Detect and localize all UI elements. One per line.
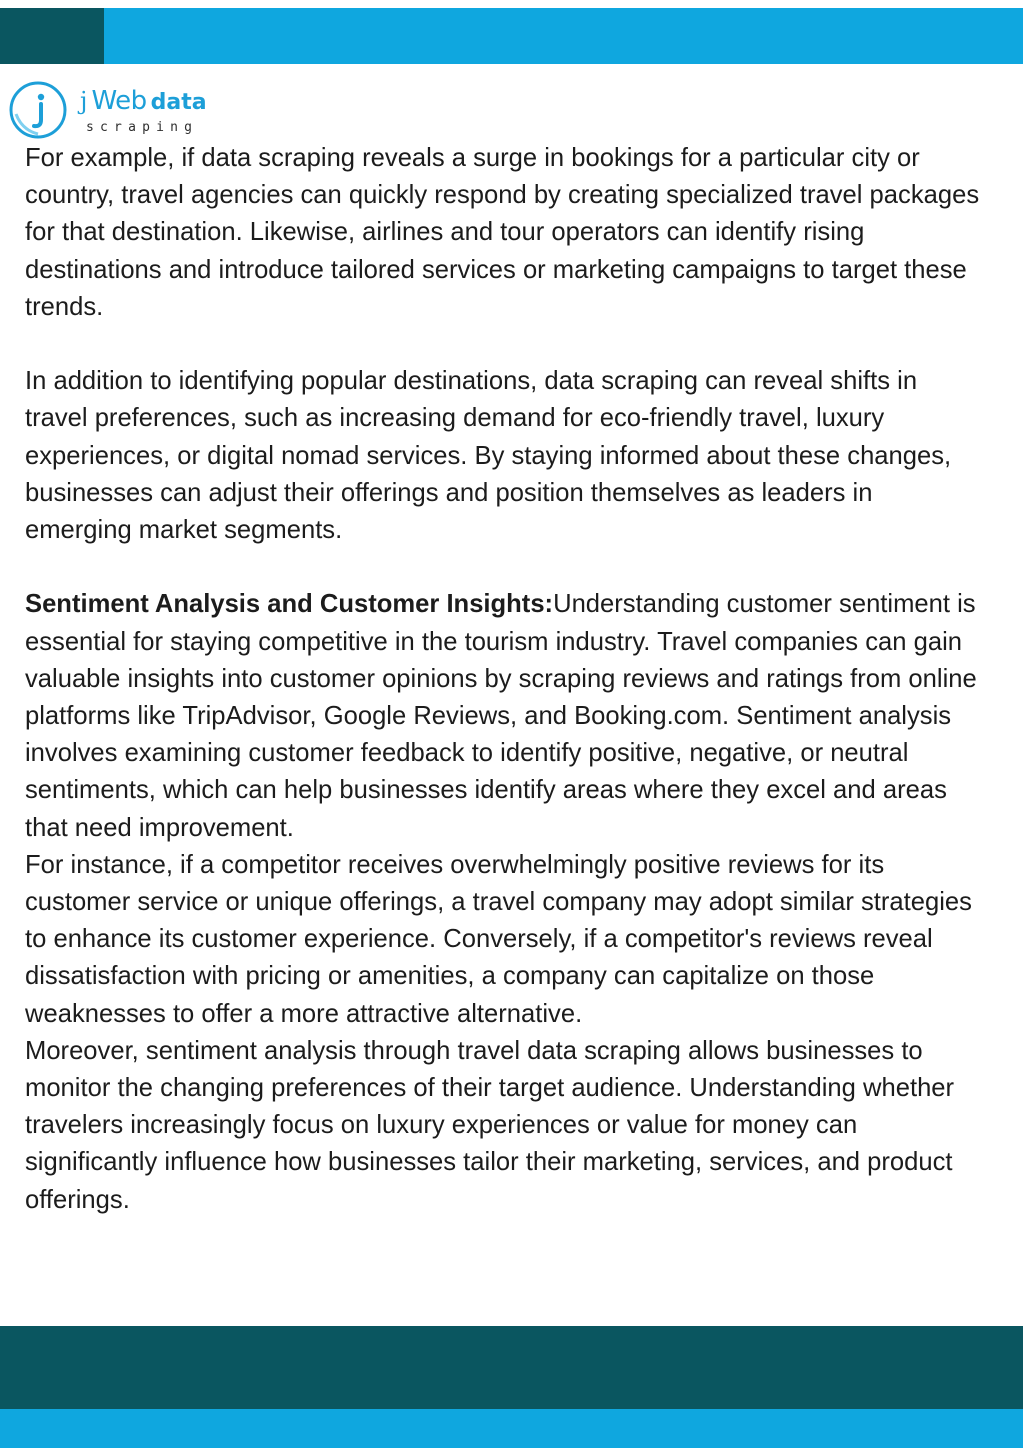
logo-name-first: Web xyxy=(91,86,147,116)
paragraph-gap xyxy=(25,549,985,586)
footer-bar xyxy=(0,1326,1023,1409)
logo-wordmark xyxy=(80,84,207,119)
section-heading: Sentiment Analysis and Customer Insights: xyxy=(25,590,554,619)
header-accent-block xyxy=(0,8,104,64)
logo-name-second: data xyxy=(150,90,207,115)
paragraph-1: For example, if data scraping reveals a surge in bookings for a particular city or country, travel agencies can quickly respond by creating specialized travel packages for that destination. Likewise, airlines and tour operators can identify rising destinations and introduce tailored services or marketing campaigns to target these trends. xyxy=(25,144,980,321)
logo-emblem-icon xyxy=(8,80,68,140)
header-bar xyxy=(0,8,1023,64)
paragraph-2: In addition to identifying popular destinations, data scraping can reveal shifts in travel preferences, such as increasing demand for eco-friendly travel, luxury experiences, or digital nomad services. By staying informed about these changes, businesses can adjust their offerings and position themselves as leaders in emerging market segments. xyxy=(25,367,952,545)
paragraph-3 xyxy=(25,586,985,846)
paragraph-5: Moreover, sentiment analysis through travel data scraping allows businesses to monitor the changing preferences of their target audience. Understanding whether travelers increasingly focus on luxury experiences or value for money can significantly influence how businesses tailor their marketing, services, and product offerings. xyxy=(25,1036,955,1214)
paragraph-4: For instance, if a competitor receives overwhelmingly positive reviews for its customer service or unique offerings, a travel company may adopt similar strategies to enhance its customer experience. Conversely, if a competitor's reviews reveal dissatisfaction with pricing or amenities, a company can capitalize on those weaknesses to offer a more attractive alternative. xyxy=(25,850,972,1028)
footer-accent-strip xyxy=(0,1409,1023,1448)
paragraph-3-body: Understanding customer sentiment is essential for staying competitive in the tourism industry. Travel companies can gain valuable insights into customer opinions by scraping reviews and ratings from online platforms like TripAdvisor, Google Reviews, and Booking.com. Sentiment analysis involves examining customer feedback to identify positive, negative, or neutral sentiments, which can help businesses identify areas where they excel and areas that need improvement. xyxy=(25,590,977,842)
article-body xyxy=(25,140,985,1219)
logo-mark: j xyxy=(80,87,88,115)
paragraph-gap xyxy=(25,326,985,363)
logo-tagline: scraping xyxy=(86,120,199,135)
logo xyxy=(8,78,248,146)
